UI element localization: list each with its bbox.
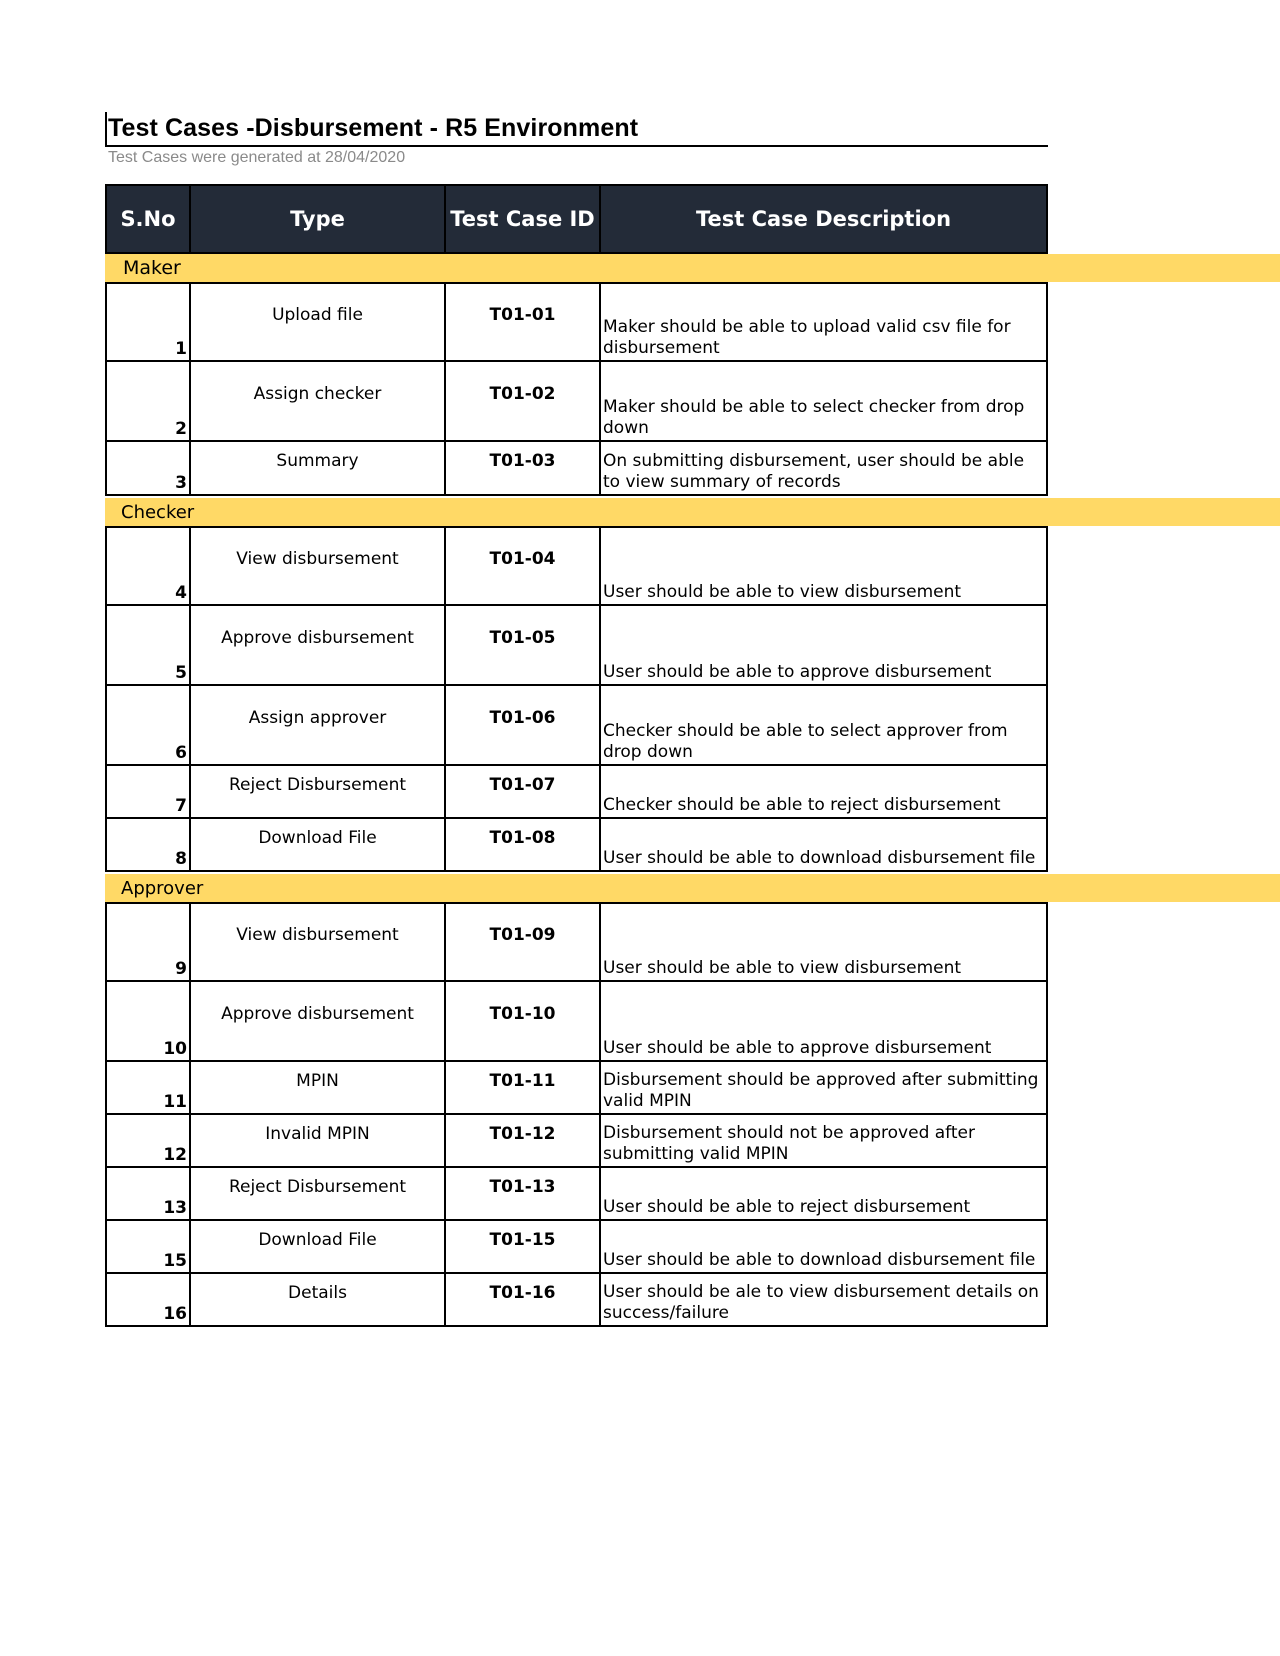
section-approver: Approver xyxy=(105,874,1280,902)
cell-sno-text: 4 xyxy=(175,583,187,603)
cell-sno-text: 3 xyxy=(175,473,187,493)
cell-test-case-id xyxy=(446,1062,601,1113)
cell-type-text: View disbursement xyxy=(236,549,399,569)
cell-sno xyxy=(107,362,191,440)
cell-type-text: Reject Disbursement xyxy=(228,774,407,795)
cell-test-case-id-text: T01-11 xyxy=(489,1070,556,1091)
cell-description xyxy=(601,904,1046,980)
cell-description xyxy=(601,1062,1046,1113)
table-header xyxy=(105,184,1048,254)
header-test-case-id: Test Case ID xyxy=(446,186,601,252)
cell-type xyxy=(191,686,446,764)
cell-sno-text: 13 xyxy=(163,1198,187,1218)
cell-type-text: View disbursement xyxy=(236,925,399,945)
cell-sno-text: 5 xyxy=(175,663,187,683)
cell-test-case-id xyxy=(446,284,601,360)
title-left-border xyxy=(105,112,107,145)
cell-test-case-id-text: T01-03 xyxy=(489,451,556,471)
cell-type xyxy=(191,1062,446,1113)
cell-type xyxy=(191,606,446,684)
cell-test-case-id-text: T01-04 xyxy=(489,549,556,569)
cell-test-case-id-text: T01-06 xyxy=(489,708,556,728)
cell-description xyxy=(601,1168,1046,1219)
cell-description-text: User should be able to view disbursement xyxy=(603,958,962,978)
cell-sno xyxy=(107,1221,191,1272)
cell-sno-text: 12 xyxy=(163,1145,187,1165)
cell-test-case-id xyxy=(446,1274,601,1325)
cell-sno xyxy=(107,904,191,980)
cell-description-text: User should be able to view disbursement xyxy=(603,582,962,602)
cell-description-text: User should be ale to view disbursement details on success/failure xyxy=(603,1282,1039,1323)
cell-test-case-id xyxy=(446,528,601,604)
cell-test-case-id xyxy=(446,904,601,980)
cell-type xyxy=(191,442,446,494)
cell-type xyxy=(191,1168,446,1219)
cell-description-text: User should be able to approve disbursement xyxy=(603,1038,992,1058)
document-title: Test Cases -Disbursement - R5 Environment xyxy=(108,114,639,142)
cell-test-case-id-text: T01-05 xyxy=(489,628,556,648)
cell-test-case-id xyxy=(446,606,601,684)
table-row xyxy=(105,282,1048,362)
cell-type xyxy=(191,982,446,1060)
cell-description xyxy=(601,1115,1046,1166)
cell-sno xyxy=(107,1168,191,1219)
cell-sno xyxy=(107,1115,191,1166)
cell-type-text: Invalid MPIN xyxy=(265,1123,370,1144)
cell-type-text: MPIN xyxy=(296,1070,339,1091)
cell-type-text: Approve disbursement xyxy=(221,628,414,648)
cell-description-text: User should be able to download disbursement file xyxy=(603,1250,1036,1270)
cell-type xyxy=(191,819,446,870)
document-subtitle: Test Cases were generated at 28/04/2020 xyxy=(108,149,406,166)
cell-type-text: Assign checker xyxy=(253,384,382,404)
cell-test-case-id xyxy=(446,362,601,440)
cell-description-text: User should be able to reject disbursement xyxy=(603,1197,971,1217)
cell-type-text: Download File xyxy=(258,1229,377,1250)
cell-type xyxy=(191,284,446,360)
cell-description xyxy=(601,1221,1046,1272)
table-row xyxy=(105,1062,1048,1115)
cell-test-case-id xyxy=(446,766,601,817)
cell-description xyxy=(601,819,1046,870)
cell-test-case-id-text: T01-07 xyxy=(489,774,556,795)
cell-test-case-id-text: T01-01 xyxy=(489,305,556,325)
cell-type xyxy=(191,766,446,817)
table-row xyxy=(105,766,1048,819)
cell-test-case-id-text: T01-09 xyxy=(489,925,556,945)
cell-description xyxy=(601,284,1046,360)
cell-test-case-id-text: T01-08 xyxy=(489,827,556,848)
cell-test-case-id-text: T01-16 xyxy=(489,1282,556,1303)
cell-test-case-id xyxy=(446,1115,601,1166)
cell-sno xyxy=(107,528,191,604)
cell-sno-text: 8 xyxy=(175,849,187,869)
section-maker: Maker xyxy=(105,254,1280,282)
cell-sno xyxy=(107,766,191,817)
table-row xyxy=(105,819,1048,872)
cell-sno xyxy=(107,442,191,494)
cell-sno-text: 11 xyxy=(163,1092,187,1112)
cell-type xyxy=(191,1274,446,1325)
cell-type-text: Reject Disbursement xyxy=(228,1176,407,1197)
cell-test-case-id-text: T01-02 xyxy=(489,384,556,404)
cell-type-text: Summary xyxy=(276,451,359,471)
header-type: Type xyxy=(191,186,446,252)
cell-sno xyxy=(107,606,191,684)
cell-type xyxy=(191,528,446,604)
section-checker: Checker xyxy=(105,498,1280,526)
cell-test-case-id xyxy=(446,442,601,494)
cell-sno xyxy=(107,686,191,764)
table-row xyxy=(105,1221,1048,1274)
cell-description-text: Disbursement should be approved after submitting valid MPIN xyxy=(603,1070,1039,1111)
table-row xyxy=(105,526,1048,606)
header-test-case-description: Test Case Description xyxy=(695,207,952,231)
cell-sno-text: 2 xyxy=(175,419,187,439)
cell-type-text: Assign approver xyxy=(248,708,387,728)
cell-description-text: Disbursement should not be approved after submitting valid MPIN xyxy=(603,1123,975,1164)
cell-description xyxy=(601,982,1046,1060)
table-row xyxy=(105,686,1048,766)
cell-description xyxy=(601,1274,1046,1325)
cell-description-text: User should be able to download disbursement file xyxy=(603,848,1036,868)
cell-test-case-id-text: T01-13 xyxy=(489,1176,556,1197)
cell-description xyxy=(601,606,1046,684)
cell-test-case-id-text: T01-12 xyxy=(489,1123,556,1144)
cell-description xyxy=(601,686,1046,764)
cell-sno xyxy=(107,982,191,1060)
cell-test-case-id-text: T01-15 xyxy=(489,1229,556,1250)
table-row xyxy=(105,442,1048,496)
cell-sno-text: 7 xyxy=(175,796,187,816)
cell-description-text: User should be able to approve disbursement xyxy=(603,662,992,682)
cell-type xyxy=(191,362,446,440)
cell-sno xyxy=(107,1274,191,1325)
cell-sno-text: 6 xyxy=(175,743,187,763)
cell-test-case-id xyxy=(446,1168,601,1219)
cell-test-case-id xyxy=(446,982,601,1060)
cell-type-text: Details xyxy=(288,1282,347,1303)
table-row xyxy=(105,902,1048,982)
cell-test-case-id xyxy=(446,1221,601,1272)
cell-type xyxy=(191,1115,446,1166)
cell-type xyxy=(191,904,446,980)
cell-sno-text: 16 xyxy=(163,1304,187,1324)
cell-sno xyxy=(107,1062,191,1113)
cell-description-text: Checker should be able to reject disbursement xyxy=(603,795,1001,815)
cell-type-text: Download File xyxy=(258,827,377,848)
cell-type-text: Approve disbursement xyxy=(221,1004,414,1024)
table-row xyxy=(105,982,1048,1062)
cell-test-case-id xyxy=(446,819,601,870)
title-underline xyxy=(105,145,1048,147)
cell-description xyxy=(601,362,1046,440)
cell-description-text: Maker should be able to select checker from drop down xyxy=(603,397,1025,438)
cell-description-text: On submitting disbursement, user should be able to view summary of records xyxy=(603,451,1025,492)
cell-description-text: Checker should be able to select approver from drop down xyxy=(603,721,1008,762)
header-sno: S.No xyxy=(107,186,191,252)
table-row xyxy=(105,606,1048,686)
cell-type xyxy=(191,1221,446,1272)
cell-sno-text: 15 xyxy=(163,1251,187,1271)
table-row xyxy=(105,362,1048,442)
table-row xyxy=(105,1115,1048,1168)
table-row xyxy=(105,1274,1048,1327)
cell-sno-text: 10 xyxy=(163,1039,187,1059)
cell-sno-text: 9 xyxy=(175,959,187,979)
cell-sno xyxy=(107,284,191,360)
cell-description xyxy=(601,766,1046,817)
cell-sno-text: 1 xyxy=(175,339,187,359)
cell-test-case-id xyxy=(446,686,601,764)
cell-sno xyxy=(107,819,191,870)
cell-type-text: Upload file xyxy=(272,305,363,325)
cell-description-text: Maker should be able to upload valid csv file for disbursement xyxy=(603,317,1011,358)
table-row xyxy=(105,1168,1048,1221)
cell-test-case-id-text: T01-10 xyxy=(489,1004,556,1024)
cell-description xyxy=(601,442,1046,494)
cell-description xyxy=(601,528,1046,604)
